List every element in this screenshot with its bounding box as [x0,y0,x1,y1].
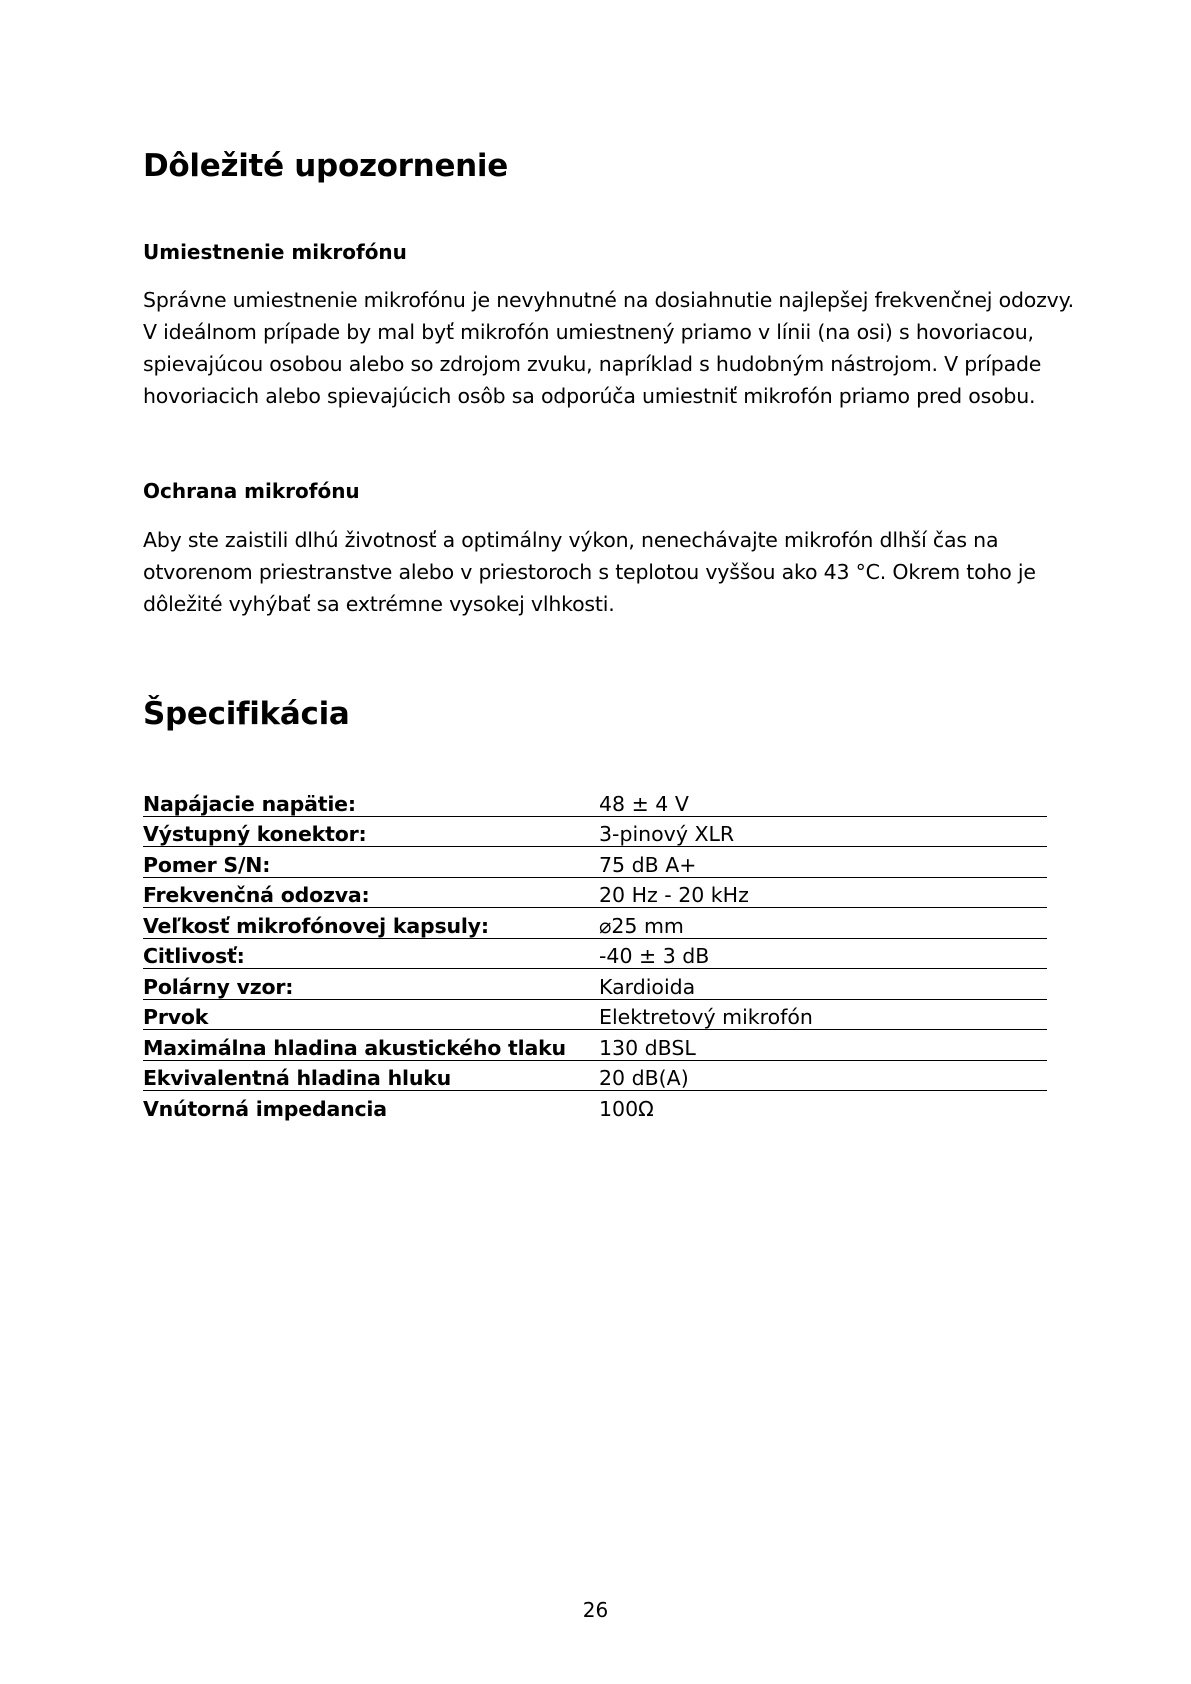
protection-line: Aby ste zaistili dlhú životnosť a optimálny výkon, nenechávajte mikrofón dlhší čas na [143,528,999,552]
spec-value: 3-pinový XLR [599,822,735,846]
table-row [143,877,1047,908]
spec-param: Ekvivalentná hladina hluku [143,1066,452,1090]
spec-param: Prvok [143,1005,209,1029]
document-page [143,0,1074,1684]
table-row [143,847,1047,878]
spec-param: Pomer S/N: [143,852,271,877]
spec-value: 20 dB(A) [599,1066,689,1090]
spec-value: 20 Hz - 20 kHz [599,883,749,907]
placement-line: V ideálnom prípade by mal byť mikrofón umiestnený priamo v línii (na osi) s hovoriacou, [143,320,1034,344]
spec-param: Vnútorná impedancia [143,1096,387,1121]
table-row [143,999,1047,1030]
protection-paragraph [143,524,1048,620]
spec-param: Frekvenčná odozva: [143,883,370,907]
specs-table [143,786,1047,1121]
spec-param: Veľkosť mikrofónovej kapsuly: [143,913,489,938]
table-row [143,969,1047,1000]
protection-line: dôležité vyhýbať sa extrémne vysokej vlhkosti. [143,592,615,616]
spec-value: 75 dB A+ [599,852,697,877]
table-row [143,1091,1047,1121]
placement-line: Správne umiestnenie mikrofónu je nevyhnutné na dosiahnutie najlepšej frekvenčnej odozvy. [143,288,1074,312]
spec-param: Napájacie napätie: [143,791,356,816]
specs-section-title: Špecifikácia [143,696,350,732]
page-number: 26 [582,1598,609,1622]
spec-param: Polárny vzor: [143,974,294,999]
protection-heading: Ochrana mikrofónu [143,479,360,503]
table-row [143,1060,1047,1091]
table-row [143,908,1047,939]
spec-value: Elektretový mikrofón [599,1005,813,1029]
spec-value: -40 ± 3 dB [599,944,710,968]
spec-value: Kardioida [599,974,696,999]
table-row [143,1030,1047,1061]
warning-section-title: Dôležité upozornenie [143,148,508,184]
placement-paragraph [143,284,1074,412]
placement-line: spievajúcou osobou alebo so zdrojom zvuku, napríklad s hudobným nástrojom. V prípade [143,352,1042,376]
table-row [143,938,1047,969]
protection-line: otvorenom priestranstve alebo v priestoroch s teplotou vyššou ako 43 °C. Okrem toho je [143,560,1036,584]
placement-line: hovoriacich alebo spievajúcich osôb sa odporúča umiestniť mikrofón priamo pred osobu. [143,384,1036,408]
spec-value: ⌀25 mm [599,913,684,938]
spec-param: Maximálna hladina akustického tlaku [143,1035,566,1060]
table-row [143,816,1047,847]
placement-heading: Umiestnenie mikrofónu [143,240,407,264]
spec-value: 100Ω [599,1096,654,1121]
spec-param: Citlivosť: [143,944,245,968]
spec-value: 48 ± 4 V [599,791,689,816]
spec-param: Výstupný konektor: [143,822,367,846]
spec-value: 130 dBSL [599,1035,696,1060]
table-row [143,786,1047,816]
